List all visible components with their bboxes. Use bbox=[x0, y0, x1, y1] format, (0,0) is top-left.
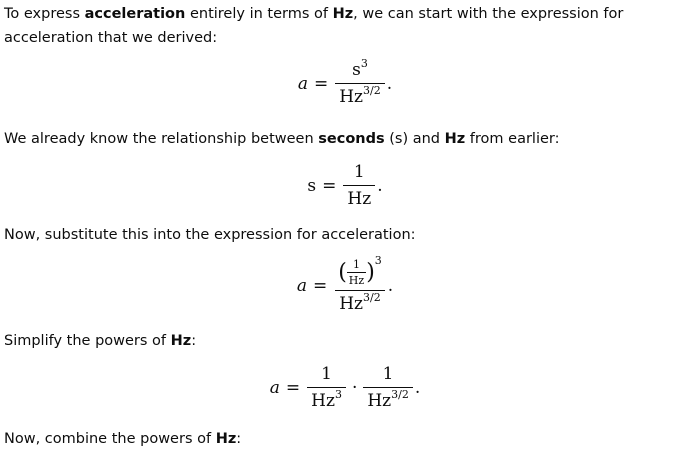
text: To express bbox=[4, 6, 85, 22]
numerator: 1 bbox=[321, 364, 332, 384]
fraction bbox=[307, 364, 346, 411]
text: Now, combine the powers of bbox=[4, 431, 216, 447]
numerator: ( $\frac{1}{Hz}$ ) $^3$ bbox=[338, 253, 382, 287]
denominator bbox=[363, 387, 413, 411]
bold-term: seconds bbox=[318, 131, 385, 147]
eq-lhs: a bbox=[297, 73, 308, 94]
eq-lhs: a bbox=[269, 377, 280, 398]
equation-substituted bbox=[0, 253, 690, 314]
denominator: Hz bbox=[343, 185, 375, 209]
fraction bbox=[335, 57, 385, 107]
paragraph-combine bbox=[4, 427, 688, 451]
base: s bbox=[352, 60, 361, 80]
close-paren: ) bbox=[366, 259, 375, 285]
fraction bbox=[343, 162, 375, 209]
equation-simplified bbox=[0, 364, 690, 411]
text: (s) and bbox=[384, 131, 445, 147]
exponent: 3 bbox=[360, 57, 368, 70]
denominator bbox=[335, 83, 385, 107]
denominator bbox=[335, 290, 385, 314]
paragraph-substitute bbox=[4, 223, 688, 247]
text: , we can start with the expression for acceleration that we derived: bbox=[4, 6, 624, 46]
fraction bbox=[363, 364, 413, 411]
text: entirely in terms of bbox=[185, 6, 333, 22]
equation-acceleration bbox=[0, 57, 690, 107]
bold-term: Hz bbox=[170, 333, 192, 349]
paragraph-intro bbox=[4, 2, 688, 50]
bold-term: Hz bbox=[444, 131, 466, 147]
inner-numerator: 1 bbox=[352, 258, 360, 271]
inner-denominator: Hz bbox=[348, 274, 365, 287]
paragraph-relationship bbox=[4, 127, 688, 151]
exponent: 3/2 bbox=[363, 84, 381, 97]
bold-term: Hz bbox=[215, 431, 237, 447]
exponent: 3/2 bbox=[391, 388, 409, 401]
open-paren: ( bbox=[338, 259, 347, 285]
text: We already know the relationship between bbox=[4, 131, 319, 147]
fraction bbox=[334, 253, 386, 314]
eq-period: . bbox=[387, 276, 394, 296]
eq-equals: = bbox=[313, 73, 329, 94]
eq-lhs: s bbox=[307, 175, 317, 196]
eq-equals: = bbox=[285, 377, 301, 398]
paragraph-simplify bbox=[4, 329, 688, 353]
base: Hz bbox=[311, 391, 335, 411]
eq-period: . bbox=[377, 175, 383, 196]
bold-term: acceleration bbox=[84, 6, 186, 22]
text: from earlier: bbox=[465, 131, 560, 147]
base: Hz bbox=[339, 294, 364, 314]
multiply-dot: · bbox=[351, 377, 358, 398]
exponent: 3 bbox=[334, 388, 342, 401]
text: Now, substitute this into the expression for acceleration: bbox=[4, 227, 416, 243]
eq-equals: = bbox=[312, 276, 328, 296]
numerator: 1 bbox=[353, 162, 365, 182]
numerator: 1 bbox=[382, 364, 394, 384]
eq-equals: = bbox=[322, 175, 337, 196]
eq-period: . bbox=[386, 73, 393, 94]
text: : bbox=[236, 431, 242, 447]
text: : bbox=[191, 333, 197, 349]
equation-seconds bbox=[0, 162, 690, 209]
numerator bbox=[348, 57, 372, 83]
bold-term: Hz bbox=[332, 6, 354, 22]
denominator bbox=[307, 387, 346, 411]
eq-period: . bbox=[414, 377, 421, 398]
base: Hz bbox=[339, 87, 364, 107]
exponent: 3/2 bbox=[363, 291, 381, 304]
text: Simplify the powers of bbox=[4, 333, 171, 349]
inner-fraction bbox=[347, 258, 366, 287]
base: Hz bbox=[367, 391, 392, 411]
eq-lhs: a bbox=[296, 276, 307, 296]
